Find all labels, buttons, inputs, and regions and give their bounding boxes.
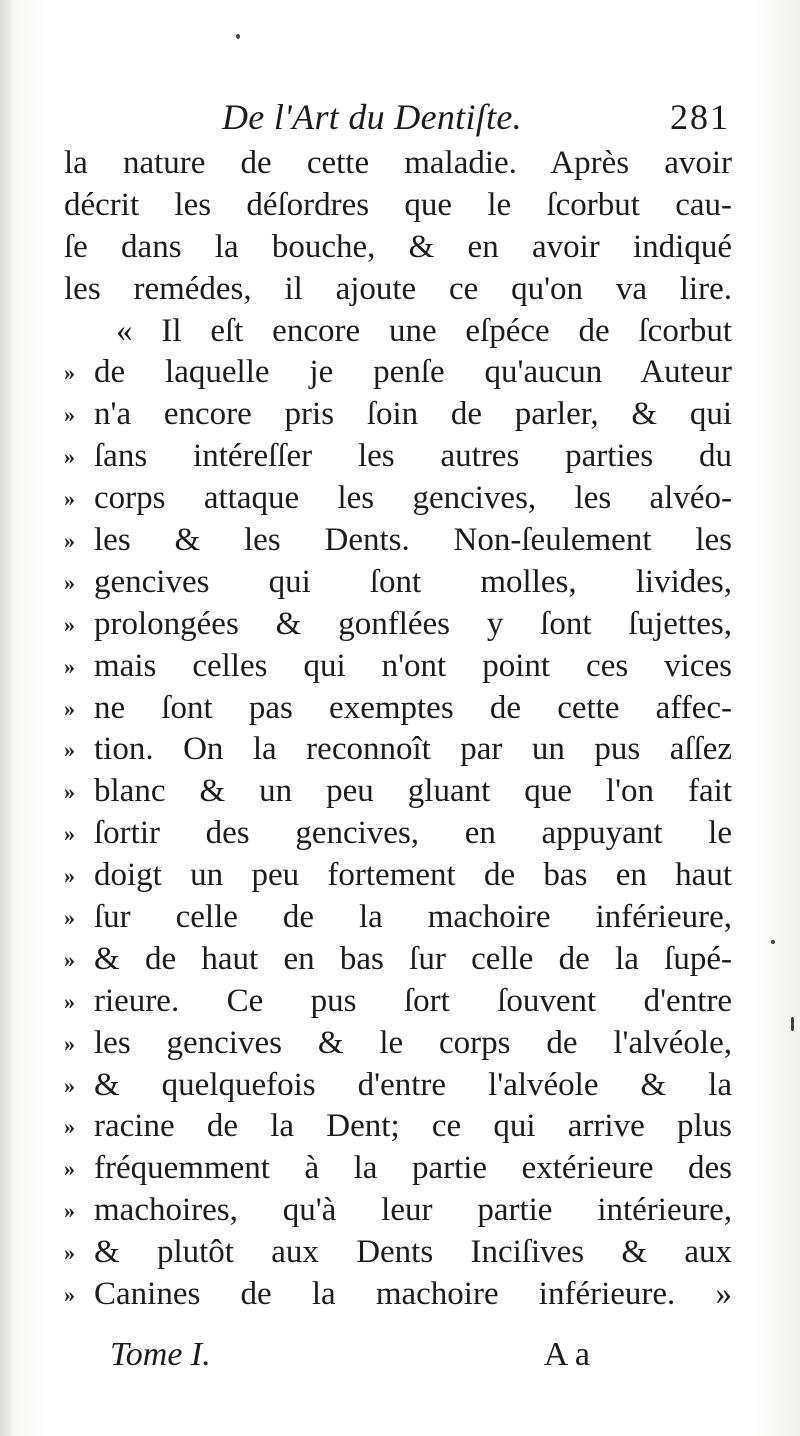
text-line-quoted [64, 1190, 732, 1232]
text-line-quoted [64, 1274, 732, 1316]
quotation-mark: » [64, 779, 75, 805]
line-text: machoires, qu'à leur partie intérieure, [94, 1192, 732, 1229]
quotation-mark: » [64, 360, 75, 386]
running-title: De l'Art du Dentiſte. [222, 97, 522, 137]
ink-speck [236, 34, 240, 39]
line-text: « Il eſt encore une eſpéce de ſcorbut [116, 312, 732, 349]
line-text: & de haut en bas ſur celle de la ſupé- [94, 940, 732, 977]
line-text: n'a encore pris ſoin de parler, & qui [94, 396, 732, 433]
text-line-quoted [64, 352, 732, 394]
text-line-quoted [64, 1232, 732, 1274]
line-text: ne ſont pas exemptes de cette affec- [94, 689, 732, 726]
ink-speck [791, 1017, 794, 1031]
quotation-mark: » [64, 863, 75, 889]
quotation-mark: » [64, 946, 75, 972]
text-line-paragraph-start [64, 311, 732, 353]
quotation-mark: » [64, 905, 75, 931]
line-text: blanc & un peu gluant que l'on fait [94, 773, 732, 810]
line-text: de laquelle je penſe qu'aucun Auteur [94, 354, 732, 391]
quotation-mark: » [64, 1072, 75, 1098]
quotation-mark: » [64, 988, 75, 1014]
text-line-quoted [64, 1065, 732, 1107]
quotation-mark: » [64, 821, 75, 847]
text-line-quoted [64, 771, 732, 813]
line-text: les gencives & le corps de l'alvéole, [94, 1024, 732, 1061]
line-text: corps attaque les gencives, les alvéo- [94, 480, 732, 517]
text-line-quoted [64, 478, 732, 520]
quotation-mark: » [64, 1114, 75, 1140]
quotation-mark: » [64, 737, 75, 763]
sheet-signature: A a [543, 1336, 590, 1373]
line-text: mais celles qui n'ont point ces vices [94, 647, 732, 684]
text-line-quoted [64, 813, 732, 855]
line-text: décrit les déſordres que le ſcorbut cau- [64, 186, 732, 223]
quotation-mark: » [64, 1240, 75, 1266]
line-text: gencives qui ſont molles, livides, [94, 563, 732, 600]
line-text: ſans intéreſſer les autres parties du [94, 438, 732, 475]
text-line [64, 143, 732, 185]
text-line-quoted [64, 897, 732, 939]
line-text: doigt un peu fortement de bas en haut [94, 857, 732, 894]
text-line-quoted [64, 520, 732, 562]
page-gutter-shadow [0, 0, 14, 1436]
quotation-mark: » [64, 528, 75, 554]
text-line [64, 269, 732, 311]
line-text: ſe dans la bouche, & en avoir indiqué [64, 228, 732, 265]
quotation-mark: » [64, 653, 75, 679]
text-line [64, 227, 732, 269]
text-line-quoted [64, 981, 732, 1023]
line-text: & plutôt aux Dents Inciſives & aux [94, 1234, 732, 1271]
quotation-mark: » [64, 695, 75, 721]
line-text: ſortir des gencives, en appuyant le [94, 815, 732, 852]
line-text: les remédes, il ajoute ce qu'on va lire. [64, 270, 732, 307]
quotation-mark: » [64, 444, 75, 470]
quotation-mark: » [64, 1156, 75, 1182]
ink-speck [771, 940, 775, 944]
quotation-mark: » [64, 611, 75, 637]
text-line-quoted [64, 1106, 732, 1148]
line-text: la nature de cette maladie. Après avoir [64, 145, 732, 181]
line-text: & quelquefois d'entre l'alvéole & la [94, 1066, 732, 1103]
line-text: les & les Dents. Non-ſeulement les [94, 522, 732, 559]
text-line-quoted [64, 939, 732, 981]
running-head [70, 96, 730, 146]
text-line-quoted [64, 394, 732, 436]
volume-signature: Tome I. [110, 1336, 211, 1373]
line-text: ſur celle de la machoire inférieure, [94, 899, 732, 936]
quotation-mark: » [64, 1282, 75, 1308]
text-line-quoted [64, 436, 732, 478]
line-text: prolongées & gonflées y ſont ſujettes, [94, 605, 732, 642]
page-footer [110, 1336, 590, 1380]
body-text [64, 143, 732, 1316]
text-line-quoted [64, 1148, 732, 1190]
line-text: tion. On la reconnoît par un pus aſſez [94, 731, 732, 768]
text-line-quoted [64, 562, 732, 604]
text-line-quoted [64, 646, 732, 688]
line-text: Canines de la machoire inférieure. » [94, 1276, 732, 1313]
quotation-mark: » [64, 486, 75, 512]
line-text: rieure. Ce pus ſort ſouvent d'entre [94, 982, 732, 1019]
text-line-quoted [64, 729, 732, 771]
quotation-mark: » [64, 569, 75, 595]
page-number: 281 [670, 97, 730, 137]
quotation-mark: » [64, 1030, 75, 1056]
text-line-quoted [64, 604, 732, 646]
text-line [64, 185, 732, 227]
text-line-quoted [64, 855, 732, 897]
quotation-mark: » [64, 1198, 75, 1224]
text-line-quoted [64, 1023, 732, 1065]
quotation-mark: » [64, 402, 75, 428]
text-line-quoted [64, 688, 732, 730]
line-text: fréquemment à la partie extérieure des [94, 1150, 732, 1187]
line-text: racine de la Dent; ce qui arrive plus [94, 1108, 732, 1145]
